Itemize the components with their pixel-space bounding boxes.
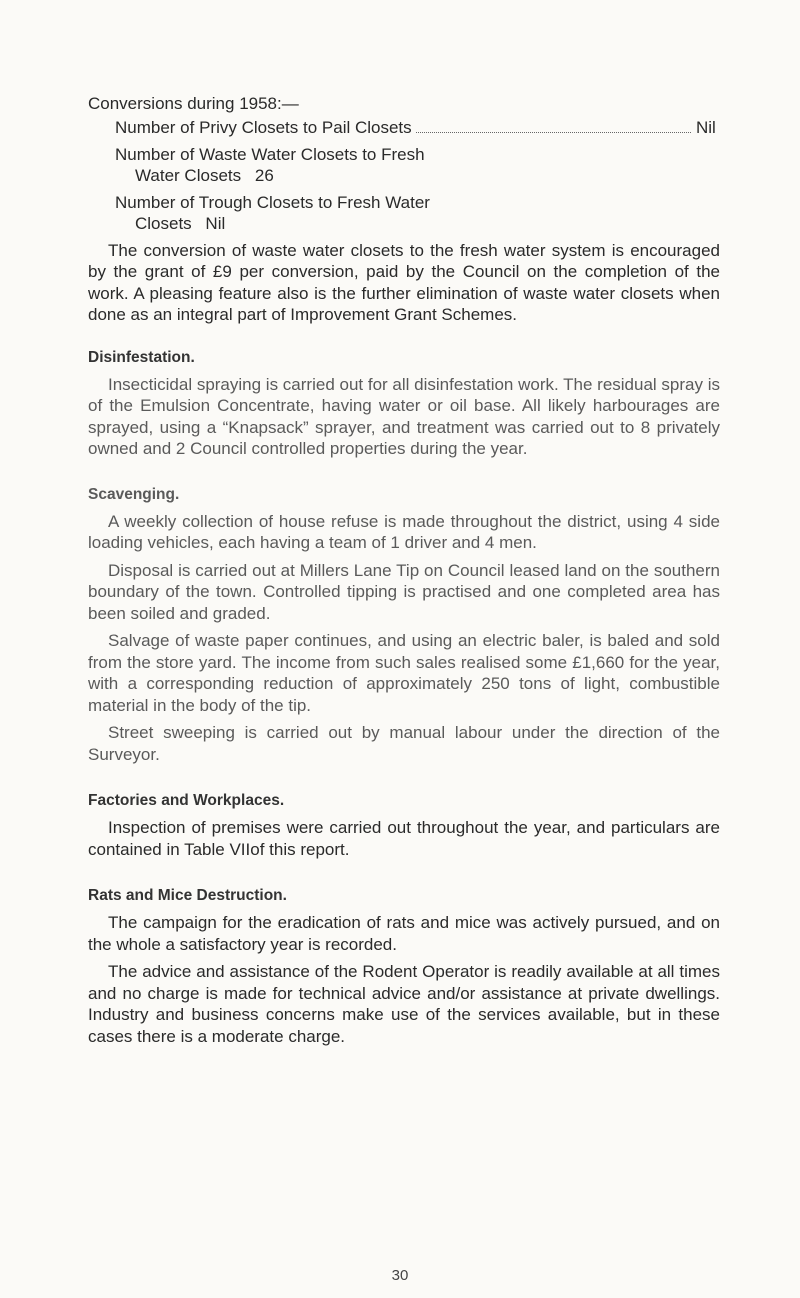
item-label-cont: Closets [135, 214, 192, 233]
disinfestation-paragraph: Insecticidal spraying is carried out for all disinfestation work. The residual spray is of the Emulsion Concentrate, having water or oil base. All likely harbourages are sprayed, using a “Knapsack” sprayer, and treatment was carried out to 8 privately owned and 2 Council controlled properties during the year. [88, 374, 720, 458]
item-label: Number of Trough Closets to Fresh Water [115, 192, 430, 212]
factories-section [88, 791, 720, 860]
scavenging-heading: Scavenging. [88, 485, 180, 503]
disinfestation-heading: Disinfestation. [88, 348, 195, 366]
rats-paragraph: The advice and assistance of the Rodent Operator is readily available at all times and no charge is made for technical advice and/or assistance at private dwellings. Industry and business concerns make use of the services available, but in these cases there is a moderate charge. [88, 962, 720, 1046]
list-item [88, 192, 720, 235]
scavenging-paragraph: Disposal is carried out at Millers Lane Tip on Council leased land on the southern boundary of the town. Controlled tipping is practised and one completed area has been soiled and graded. [88, 560, 720, 623]
rats-paragraph: The campaign for the eradication of rats and mice was actively pursued, and on the whole a satisfactory year is recorded. [88, 913, 720, 954]
item-value: 26 [254, 166, 274, 185]
rats-section [88, 886, 720, 1047]
disinfestation-section [88, 348, 720, 460]
factories-paragraph: Inspection of premises were carried out throughout the year, and particulars are contained in Table VIIof this report. [88, 818, 720, 859]
item-label: Number of Privy Closets to Pail Closets [115, 118, 412, 137]
item-label-cont: Water Closets [135, 166, 242, 185]
scavenging-paragraph: Salvage of waste paper continues, and using an electric baler, is baled and sold from the store yard. The income from such sales realised some £1,660 for the year, with a corresponding reduction of approximately 250 tons of light, combustible material in the body of the tip. [88, 631, 720, 715]
conversions-paragraph: The conversion of waste water closets to the fresh water system is encouraged by the grant of £9 per conversion, paid by the Council on the completion of the work. A pleasing feature also is the further elimination of waste water closets when done as an integral part of Improvement Grant Schemes. [88, 240, 720, 324]
list-item [88, 144, 720, 187]
rats-heading: Rats and Mice Destruction. [88, 887, 287, 904]
item-value: Nil [205, 214, 226, 233]
item-value: Nil [696, 118, 716, 137]
list-item [88, 117, 720, 139]
factories-heading: Factories and Workplaces. [88, 792, 285, 809]
conversions-list [88, 117, 720, 235]
conversions-heading: Conversions during 1958:— [88, 94, 299, 113]
scavenging-paragraph: Street sweeping is carried out by manual labour under the direction of the Surveyor. [88, 723, 720, 764]
dot-leader [416, 132, 691, 133]
scavenging-paragraph: A weekly collection of house refuse is made throughout the district, using 4 side loading vehicles, each having a team of 1 driver and 4 men. [88, 511, 720, 552]
document-page [88, 92, 720, 1047]
item-label: Number of Waste Water Closets to Fresh [115, 144, 425, 164]
page-number: 30 [391, 1267, 409, 1284]
scavenging-section [88, 485, 720, 766]
